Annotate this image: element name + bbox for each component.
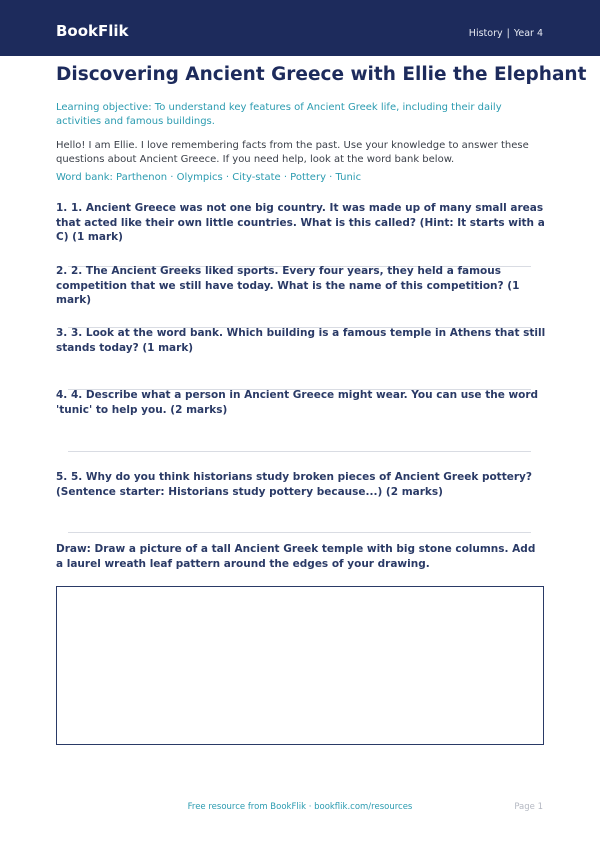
word-bank: Word bank: Parthenon · Olympics · City-state · Pottery · Tunic (56, 172, 362, 183)
drawing-box[interactable] (56, 586, 544, 745)
worksheet-title: Discovering Ancient Greece with Ellie the Elephant (56, 64, 587, 85)
brand-logo: BookFlik (56, 22, 129, 40)
question-1: 1. 1. Ancient Greece was not one big country. It was made up of many small areas that acted like their own little countries. What is this called? (Hint: It starts with a C) (1 mark) (56, 202, 545, 243)
question-2: 2. 2. The Ancient Greeks liked sports. Every four years, they held a famous competition that we still have today. What is the name of this competition? (1 mark) (56, 265, 520, 306)
learning-objective: Learning objective: To understand key features of Ancient Greek life, including their daily activities and famous buildings. (56, 102, 502, 127)
page-header (0, 0, 600, 56)
drawing-task: Draw: Draw a picture of a tall Ancient Greek temple with big stone columns. Add a laurel wreath leaf pattern around the edges of your drawing. (56, 543, 536, 570)
intro-text: Hello! I am Ellie. I love remembering facts from the past. Use your knowledge to answer these questions about Ancient Greece. If you need help, look at the word bank below. (56, 140, 529, 165)
footer-text: Free resource from BookFlik · bookflik.com/resources (187, 802, 413, 812)
subject-year-label (469, 28, 543, 39)
page-number: Page 1 (514, 802, 543, 812)
question-4: 4. 4. Describe what a person in Ancient Greece might wear. You can use the word 'tunic' to help you. (2 marks) (56, 389, 539, 416)
year-label: Year 4 (513, 28, 543, 39)
answer-line-5[interactable] (68, 532, 531, 533)
separator: | (506, 28, 510, 39)
question-5: 5. 5. Why do you think historians study broken pieces of Ancient Greek pottery? (Sentence starter: Historians study pottery because...) (2 marks) (56, 471, 532, 498)
question-3: 3. 3. Look at the word bank. Which building is a famous temple in Athens that still stands today? (1 mark) (56, 327, 546, 354)
answer-line-4[interactable] (68, 451, 531, 452)
subject-label: History (468, 28, 503, 39)
